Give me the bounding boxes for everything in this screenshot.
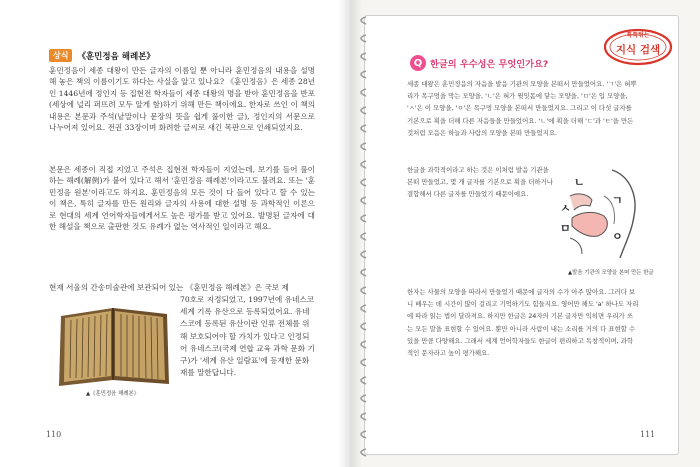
page-number-left: 110 — [46, 430, 62, 439]
paragraph-3-continued: 70호로 지정되었고, 1997년에 유네스코 세계 기록 유산으로 등록되었어요. 유네스코에 등록된 유산이란 인류 전체를 위해 보호되어야 할 가치가 있다고 인정되어 유네스코(국제 연합 교육 과학 문화 기구)가 '세계 유산 일람표'에 등재한 문화재를 말한답니다. — [180, 295, 315, 378]
page-number-right: 111 — [640, 430, 656, 439]
paragraph-2: 본문은 세종이 직접 지었고 주석은 집현전 학자들이 지었는데, 보기를 들어 풀이하는 해례(解例)가 붙어 있다고 해서 '훈민정음 해례본'이라고도 불려요. 또는 '훈민정음 원본'이라고도 하지요. 훈민정음의 모든 것이 다 들어 있다고 할 수 있는 이 책은, 특히 글자를 만든 원리와 글자의 사용에 대한 설명 등 과학적인 이론으로 현대의 세계 언어학자들에게서도 높은 평가를 받고 있어요. 발명된 글자에 대한 해설을 책으로 출판한 것도 유례가 없는 역사적인 일이라고 해요. — [49, 165, 315, 232]
paragraph-3: 현재 서울의 간송미술관에 보관되어 있는 《훈민정음 해례본》은 국보 제 — [49, 283, 289, 292]
diagram-label-mieum: ㅁ — [560, 222, 571, 235]
book-gutter — [338, 0, 362, 467]
paragraph-1: 훈민정음이 세종 대왕이 만든 글자의 이름일 뿐 아니라 훈민정음의 내용을 설명해 놓은 책의 이름이기도 하다는 사실을 알고 있나요? 《훈민정음》은 세종 28년인 1446년에 정인지 등 집현전 학자들이 세종 대왕의 명을 받아 훈민정음을 반포(세상에 널리 퍼뜨려 모두 알게 함)하기 위해 만든 책이에요. 한자로 쓰인 이 책의 내용은 본문과 주석(낱말이나 문장의 뜻을 쉽게 풀이한 글), 정인지의 서문으로 나누어져 있어요. 전권 33장이며 화려한 글씨로 새긴 목판으로 인쇄되었지요. — [49, 66, 315, 133]
photo-caption: ▲《훈민정음 해례본》 — [86, 391, 140, 397]
diagram-label-giyeok: ㄱ — [612, 194, 623, 207]
knowledge-search-stamp — [602, 23, 674, 67]
diagram-label-nieun: ㄴ — [574, 176, 585, 189]
book-photo — [55, 296, 171, 388]
section-title: 《훈민정음 해례본》 — [77, 51, 155, 62]
question-badge: Q — [410, 55, 426, 71]
answer-paragraph-2: 한글을 과학적이라고 하는 것은 이처럼 발음 기관을 본떠 만들었고, 몇 개 글자를 기본으로 획을 더하거나 결합해서 다른 글자를 만들었기 때문이에요. — [407, 166, 553, 199]
diagram-label-ieung: ㅇ — [612, 230, 623, 243]
answer-paragraph-1: 세종 대왕은 훈민정음의 자음을 발음 기관의 모양을 본떠서 만들었어요. 'ㄱ'은 혀뿌리가 목구멍을 막는 모양을, 'ㄴ'은 혀가 윗잇몸에 닿는 모양을, 'ㅁ'은 입 모양을, 'ㅅ'은 이 모양을, 'ㅇ'은 목구멍 모양을 본떠서 만들었지요. 그리고 이 다섯 글자를 기본으로 획을 더해 다른 자음들을 만들었어요. 'ㄴ'에 획을 더해 'ㄷ'과 'ㅌ'을 만든 것처럼 모음은 하늘과 사람의 모양을 본떠 만들었지요. — [407, 80, 637, 137]
stamp-main-text: 지식 검색 — [615, 44, 661, 56]
question-heading — [410, 55, 548, 71]
right-page — [350, 0, 700, 467]
answer-paragraph-3: 한자는 사물의 모양을 따라서 만들었기 때문에 글자의 수가 아주 많아요. 그러다 보니 배우는 데 시간이 많이 걸리고 기억하기도 힘들지요. 영어만 해도 'a' 하나도 자리에 따라 읽는 법이 달라져요. 하지만 한글은 24자의 기본 글자만 익히면 우리가 쓰는 모든 말을 표현할 수 있어요. 뿐만 아니라 사람이 내는 소리를 거의 다 표현할 수 있을 만큼 다양해요. 그래서 세계 언어학자들도 한글이 편리하고 독창적이며, 과학적인 문자라고 높이 평가해요. — [407, 288, 639, 358]
section-heading — [49, 49, 155, 62]
diagram-label-siot: ㅅ — [560, 202, 571, 215]
stamp-top-text: 톡톡튀는 — [626, 32, 650, 39]
question-title: 한글의 우수성은 무엇인가요? — [430, 59, 549, 70]
diagram-caption: ▲발음 기관의 모양을 본떠 만든 한글 — [568, 270, 654, 276]
articulation-diagram — [560, 166, 642, 262]
category-tag: 상식 — [49, 49, 72, 62]
